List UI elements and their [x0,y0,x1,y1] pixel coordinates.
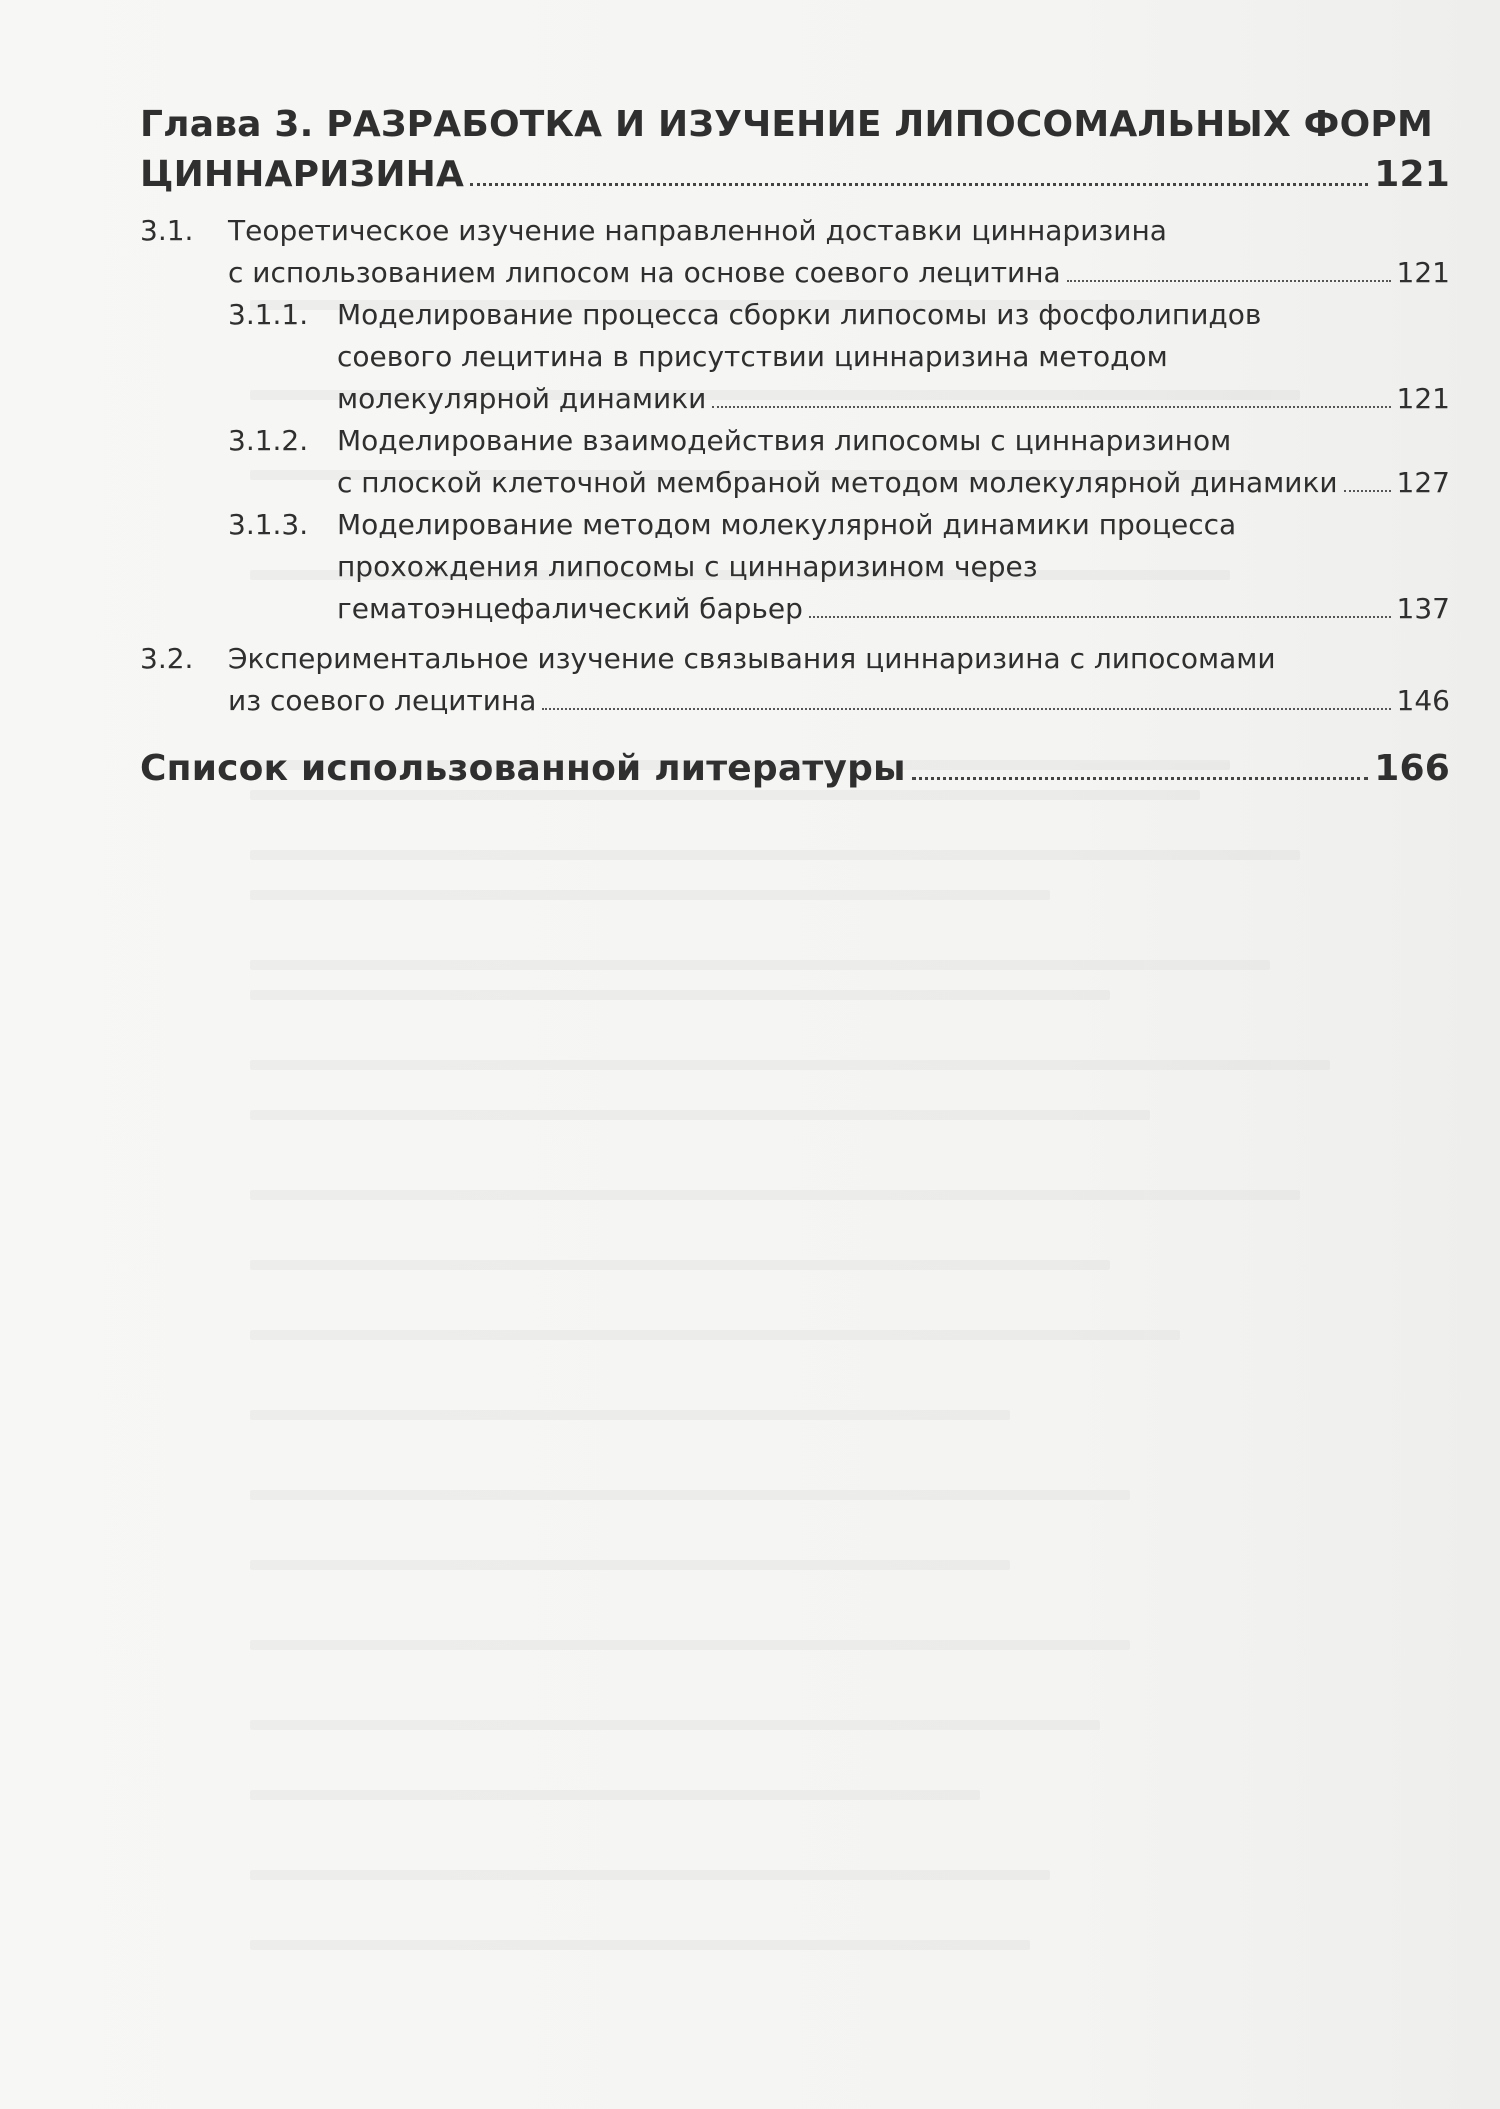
chapter-3-title-line-1: Глава 3. РАЗРАБОТКА И ИЗУЧЕНИЕ ЛИПОСОМАЛЬНЫХ ФОРМ [140,104,1433,145]
section-page-number: 146 [1396,684,1450,717]
page-corner-mark [1380,110,1382,112]
section-title-line-1: Экспериментальное изучение связывания циннаризина с липосомами [228,642,1276,675]
dot-leader [1067,280,1391,282]
section-title-line-3: гематоэнцефалический барьер [337,592,803,625]
chapter-3-page-number: 121 [1374,154,1450,195]
section-page-number: 137 [1396,592,1450,625]
section-number: 3.1.3. [228,508,309,541]
dot-leader [1344,490,1391,492]
chapter-3-title-line-2: ЦИННАРИЗИНА [140,154,465,195]
section-title-line-1: Теоретическое изучение направленной доставки циннаризина [228,214,1167,247]
dot-leader [470,183,1368,186]
section-page-number: 121 [1396,382,1450,415]
section-title-line-1: Моделирование процесса сборки липосомы из фосфолипидов [337,298,1262,331]
section-number: 3.1.2. [228,424,309,457]
dot-leader [912,777,1368,780]
section-title-line-2: соевого лецитина в присутствии циннаризина методом [337,340,1168,373]
dot-leader [712,406,1390,408]
section-page-number: 127 [1396,466,1450,499]
section-title-line-2: из соевого лецитина [228,684,537,717]
section-title-line-2: прохождения липосомы с циннаризином через [337,550,1038,583]
section-title-line-1: Моделирование взаимодействия липосомы с циннаризином [337,424,1232,457]
section-number: 3.1. [140,214,194,247]
section-title-line-3: молекулярной динамики [337,382,707,415]
section-title-line-2: с использованием липосом на основе соевого лецитина [228,256,1061,289]
section-number: 3.2. [140,642,194,675]
section-number: 3.1.1. [228,298,309,331]
dot-leader [542,708,1390,710]
dot-leader [809,616,1391,618]
references-page-number: 166 [1374,748,1450,789]
section-title-line-2: с плоской клеточной мембраной методом молекулярной динамики [337,466,1338,499]
section-title-line-1: Моделирование методом молекулярной динамики процесса [337,508,1237,541]
references-title: Список использованной литературы [140,748,906,789]
section-page-number: 121 [1396,256,1450,289]
